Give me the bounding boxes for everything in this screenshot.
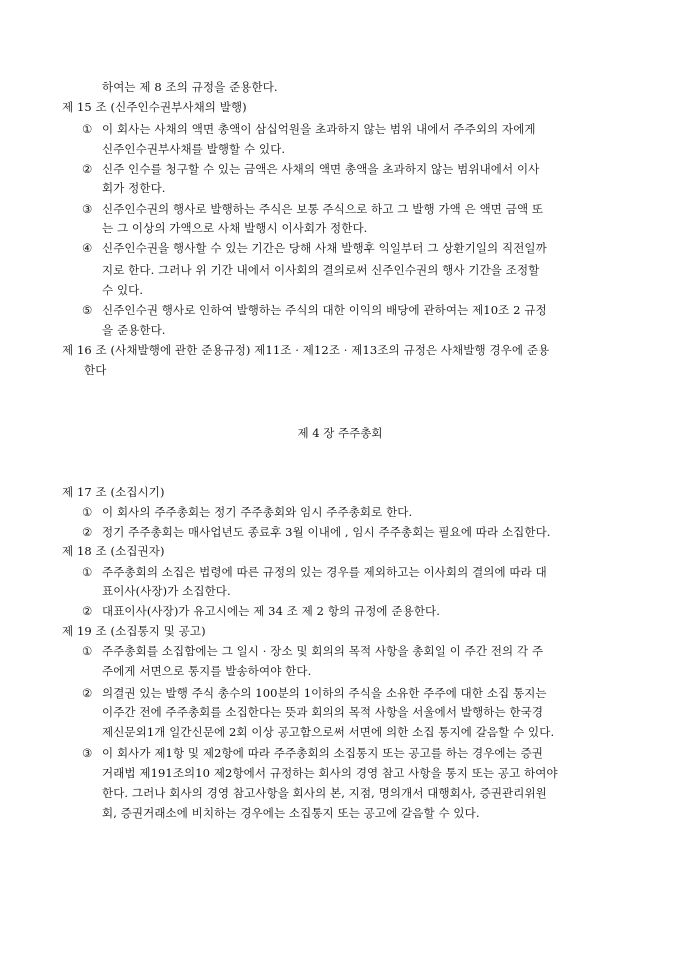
text-line: 한다. 그러나 회사의 경영 참고사항을 회사의 본, 지점, 명의개서 대행회사, 증권관리위원	[102, 786, 547, 800]
article-19-item-1: ① 주주총회를 소집함에는 그 일시 · 장소 및 회의의 목적 사항을 총회일 이 주간 전의 각 주	[82, 644, 544, 658]
text-line: 수 있다.	[102, 283, 144, 297]
article-15-item-3: ③ 신주인수권의 행사로 발행하는 주식은 보통 주식으로 하고 그 발행 가액 은 액면 금액 또	[82, 202, 544, 216]
text-line: 는 그 이상의 가액으로 사채 발행시 이사회가 정한다.	[102, 221, 368, 235]
article-18-item-1: ① 주주총회의 소집은 법령에 따른 규정의 있는 경우를 제외하고는 이사회의 결의에 따라 대	[82, 565, 547, 579]
article-19-item-2: ② 의결권 있는 발행 주식 총수의 100분의 1이하의 주식을 소유한 주주에 대한 소집 통지는	[82, 686, 547, 700]
article-17-item-2: ② 정기 주주총회는 매사업년도 종료후 3월 이내에 , 임시 주주총회는 필요에 따라 소집한다.	[82, 525, 551, 539]
article-15-item-1: ① 이 회사는 사채의 액면 총액이 삼십억원을 초과하지 않는 범위 내에서 주주외의 자에게	[82, 122, 536, 136]
article-15-item-4: ④ 신주인수권을 행사할 수 있는 기간은 당해 사채 발행후 익일부터 그 상환기일의 직전일까	[82, 241, 547, 255]
article-19-item-3: ③ 이 회사가 제1항 및 제2항에 따라 주주총회의 소집통지 또는 공고를 하는 경우에는 증권	[82, 746, 544, 760]
text-line: 회, 증권거래소에 비치하는 경우에는 소집통지 또는 공고에 갈음할 수 있다.	[102, 806, 480, 820]
text-line: 한다	[84, 363, 107, 377]
text-line: 을 준용한다.	[102, 323, 166, 337]
text-line: 주에게 서면으로 통지를 발송하여야 한다.	[102, 664, 312, 678]
article-18-item-2: ② 대표이사(사장)가 유고시에는 제 34 조 제 2 항의 규정에 준용한다.	[82, 604, 440, 618]
text-line: 표이사(사장)가 소집한다.	[102, 584, 231, 598]
text-line: 지로 한다. 그러나 위 기간 내에서 이사회의 결의로써 신주인수권의 행사 기간을 조정할	[102, 263, 540, 277]
text-line: 거래법 제191조의10 제2항에서 규정하는 회사의 경영 참고 사항을 통지 또는 공고 하여야	[102, 766, 558, 780]
article-16-heading: 제 16 조 (사채발행에 관한 준용규정) 제11조 · 제12조 · 제13조의 규정은 사채발행 경우에 준용	[62, 343, 550, 357]
text-line: 하여는 제 8 조의 규정을 준용한다.	[102, 80, 278, 94]
chapter-title: 제 4 장 주주총회	[297, 426, 383, 440]
article-15-heading: 제 15 조 (신주인수권부사채의 발행)	[62, 100, 247, 114]
article-17-item-1: ① 이 회사의 주주총회는 정기 주주총회와 임시 주주총회로 한다.	[82, 505, 413, 519]
article-15-item-2: ② 신주 인수를 청구할 수 있는 금액은 사채의 액면 총액을 초과하지 않는 범위내에서 이사	[82, 162, 540, 176]
article-17-heading: 제 17 조 (소집시기)	[62, 485, 165, 499]
article-19-heading: 제 19 조 (소집통지 및 공고)	[62, 624, 206, 638]
article-15-item-5: ⑤ 신주인수권 행사로 인하여 발행하는 주식의 대한 이익의 배당에 관하여는 제10조 2 규정	[82, 303, 547, 317]
text-line: 회가 정한다.	[102, 181, 166, 195]
text-line: 이주간 전에 주주총회를 소집한다는 뜻과 회의의 목적 사항을 서울에서 발행하는 한국경	[102, 705, 544, 719]
article-18-heading: 제 18 조 (소집권자)	[62, 544, 165, 558]
text-line: 제신문외1개 일간신문에 2회 이상 공고함으로써 서면에 의한 소집 통지에 갈음할 수 있다.	[102, 725, 555, 739]
text-line: 신주인수권부사채를 발행할 수 있다.	[102, 142, 286, 156]
